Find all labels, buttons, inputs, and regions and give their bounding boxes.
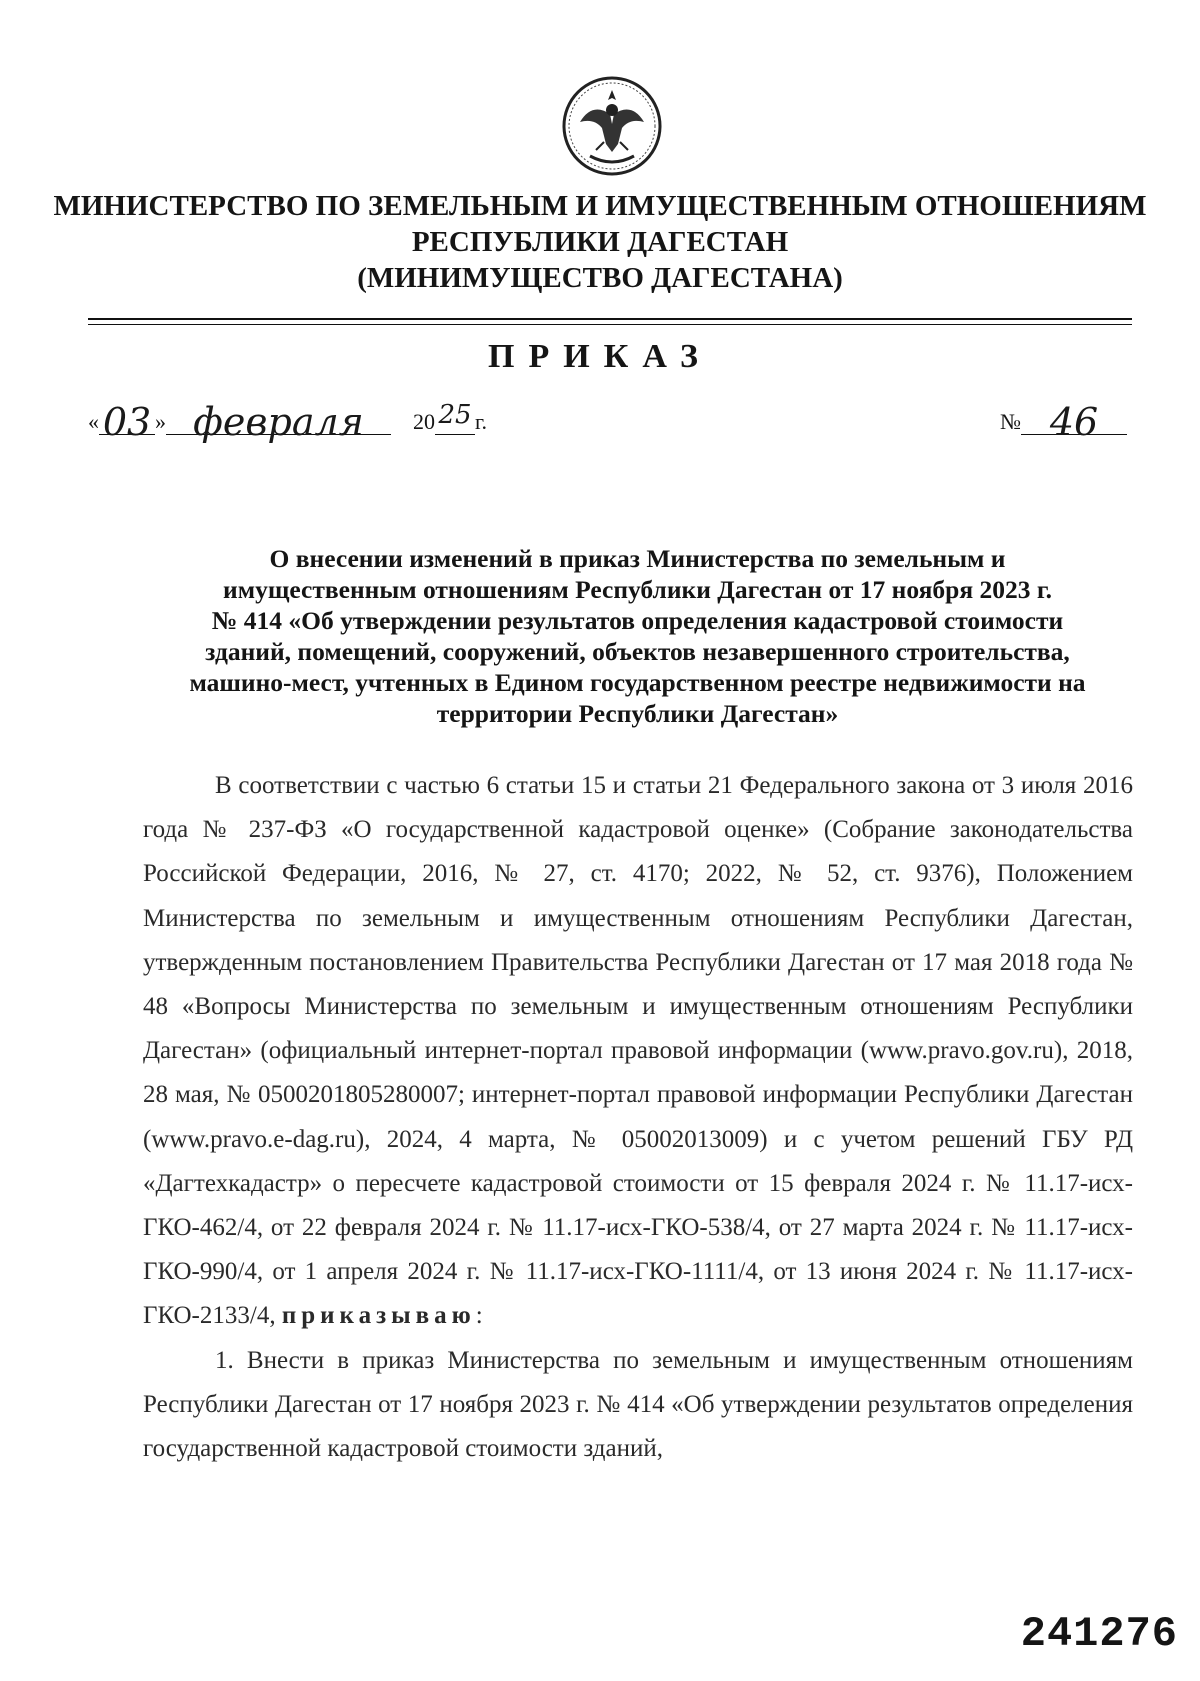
- order-number-label: №: [1000, 409, 1021, 434]
- registration-stamp-number: 241276: [1020, 1610, 1178, 1658]
- subject-line: О внесении изменений в приказ Министерства по земельным и: [269, 544, 1006, 573]
- ministry-short-name: (МИНИМУЩЕСТВО ДАГЕСТАНА): [357, 262, 843, 294]
- subject-line: № 414 «Об утверждении результатов определения кадастровой стоимости: [211, 606, 1064, 635]
- subject-line: зданий, помещений, сооружений, объектов незавершенного строительства,: [205, 637, 1070, 666]
- date-month: февраля: [166, 400, 391, 435]
- ministry-name-line1: МИНИСТЕРСТВО ПО ЗЕМЕЛЬНЫМ И ИМУЩЕСТВЕННЫМ ОТНОШЕНИЯМ: [53, 190, 1147, 222]
- order-date: [88, 400, 488, 444]
- header-divider-thin: [88, 324, 1132, 325]
- preamble-paragraph: [143, 764, 1133, 1339]
- subject-line: территории Республики Дагестан»: [436, 699, 839, 728]
- order-subject: [140, 543, 1135, 729]
- header-divider-thick: [88, 318, 1132, 320]
- coat-of-arms-emblem: [560, 72, 664, 180]
- date-close-quote: »: [155, 409, 166, 434]
- ministry-name-line2: РЕСПУБЛИКИ ДАГЕСТАН: [411, 226, 789, 258]
- coat-of-arms-icon: [560, 72, 664, 180]
- date-year-suffix: 25: [435, 400, 475, 435]
- subject-line: имущественным отношениям Республики Дагестан от 17 ноября 2023 г.: [223, 575, 1052, 604]
- document-title: ПРИКАЗ: [488, 338, 712, 375]
- order-number: [1000, 400, 1127, 444]
- subject-line: машино-мест, учтенных в Едином государственном реестре недвижимости на: [189, 668, 1086, 697]
- date-year-mark: г.: [475, 409, 488, 434]
- order-word: приказываю: [281, 1302, 476, 1330]
- preamble-text: В соответствии с частью 6 статьи 15 и статьи 21 Федерального закона от 3 июля 2016 года № 237-ФЗ «О государственной кадастровой оценке» (Собрание законодательства Российской Федерации, 2016, № 27, ст. 4170; 2022, № 52, ст. 9376), Положением Министерства по земельным и имущественным отношениям Республики Дагестан, утвержденным постановлением Правительства Республики Дагестан от 17 мая 2018 года № 48 «Вопросы Министерства по земельным и имущественным отношениям Республики Дагестан» (официальный интернет-портал правовой информации (www.pravo.gov.ru), 2018, 28 мая, № 0500201805280007; интернет-портал правовой информации Республики Дагестан (www.pravo.e-dag.ru), 2024, 4 марта, № 05002013009) и с учетом решений ГБУ РД «Дагтехкадастр» о пересчете кадастровой стоимости от 15 февраля 2024 г. № 11.17-исх-ГКО-462/4, от 22 февраля 2024 г. № 11.17-исх-ГКО-538/4, от 27 марта 2024 г. № 11.17-исх-ГКО-990/4, от 1 апреля 2024 г. № 11.17-исх-ГКО-1111/4, от 13 июня 2024 г. № 11.17-исх-ГКО-2133/4,: [143, 772, 1133, 1330]
- date-open-quote: «: [88, 409, 99, 434]
- clause-1-paragraph: 1. Внести в приказ Министерства по земельным и имущественным отношениям Республики Дагестан от 17 ноября 2023 г. № 414 «Об утверждении результатов определения государственной кадастровой стоимости зданий,: [143, 1346, 1133, 1463]
- order-body: [143, 764, 1133, 1471]
- order-colon: :: [475, 1302, 483, 1330]
- date-day: 03: [99, 400, 155, 435]
- order-number-value: 46: [1021, 400, 1127, 435]
- date-year-prefix: 20: [413, 409, 435, 434]
